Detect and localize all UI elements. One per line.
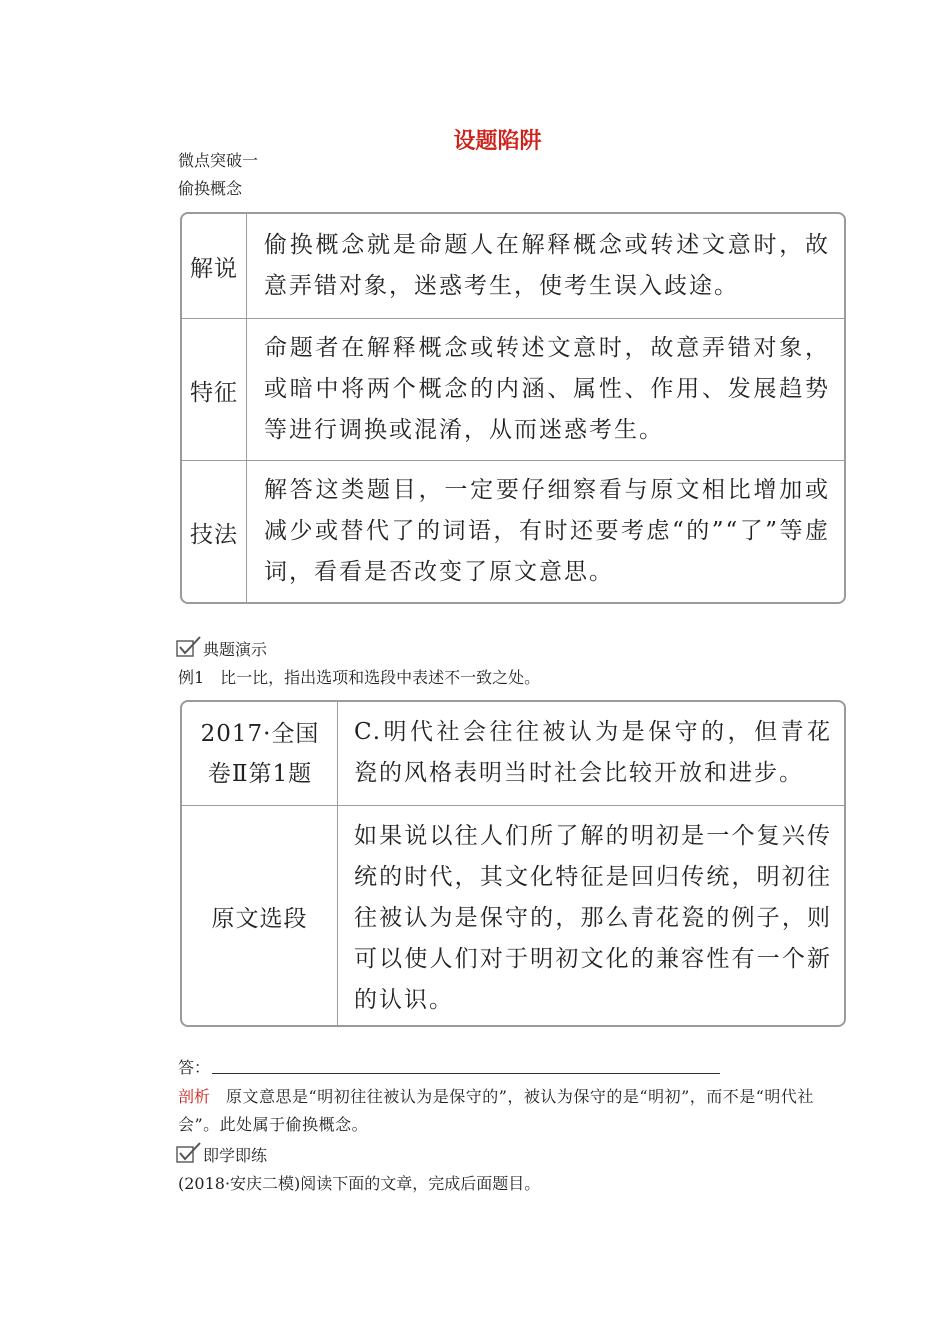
table-row [182,460,844,603]
row-text: 偷换概念就是命题人在解释概念或转述文意时，故意弄错对象，迷惑考生，使考生误入歧途。 [264,232,830,299]
row-label: 特征 [190,379,238,406]
row-text: 如果说以往人们所了解的明初是一个复兴传统的时代，其文化特征是回归传统，明初往往被认为是保守的，那么青花瓷的例子，则可以使人们对于明初文化的兼容性有一个新的认识。 [354,823,832,1013]
row-label: 原文选段 [211,905,308,932]
section-heading: 微点突破一 [178,151,259,170]
row-text: 解答这类题目，一定要仔细察看与原文相比增加或减少或替代了的词语，有时还要考虑“的”“了”等虚词，看看是否改变了原文意思。 [264,477,830,585]
analysis-label: 剖析 [178,1087,211,1106]
page-title: 设题陷阱 [453,129,542,154]
practice-heading: 即学即练 [203,1146,268,1165]
checkbox-icon [176,1142,202,1164]
checkbox-icon [176,636,202,658]
topic-heading: 偷换概念 [178,179,243,198]
concept-table [180,212,846,604]
row-text: 命题者在解释概念或转述文意时，故意弄错对象，或暗中将两个概念的内涵、属性、作用、发展趋势等进行调换或混淆，从而迷惑考生。 [264,335,830,443]
row-label: 技法 [190,521,238,548]
answer-input-line[interactable] [212,1073,720,1074]
row-label: 2017·全国卷Ⅱ第1题 [200,720,320,787]
row-label: 解说 [190,255,238,282]
analysis-paragraph [178,1083,818,1139]
example-prompt: 例1 比一比，指出选项和选段中表述不一致之处。 [178,668,541,687]
table-row [182,805,844,1026]
table-row [182,702,844,805]
table-row [182,318,844,461]
row-text: C.明代社会往往被认为是保守的，但青花瓷的风格表明当时社会比较开放和进步。 [354,719,832,786]
practice-text: (2018·安庆二模)阅读下面的文章，完成后面题目。 [178,1174,541,1193]
comparison-table [180,700,846,1027]
analysis-text: 原文意思是“明初往往被认为是保守的”，被认为保守的是“明初”，而不是“明代社会”。此处属于偷换概念。 [178,1087,814,1134]
table-row [182,214,844,318]
demo-heading: 典题演示 [203,640,268,659]
answer-label: 答： [178,1058,211,1077]
